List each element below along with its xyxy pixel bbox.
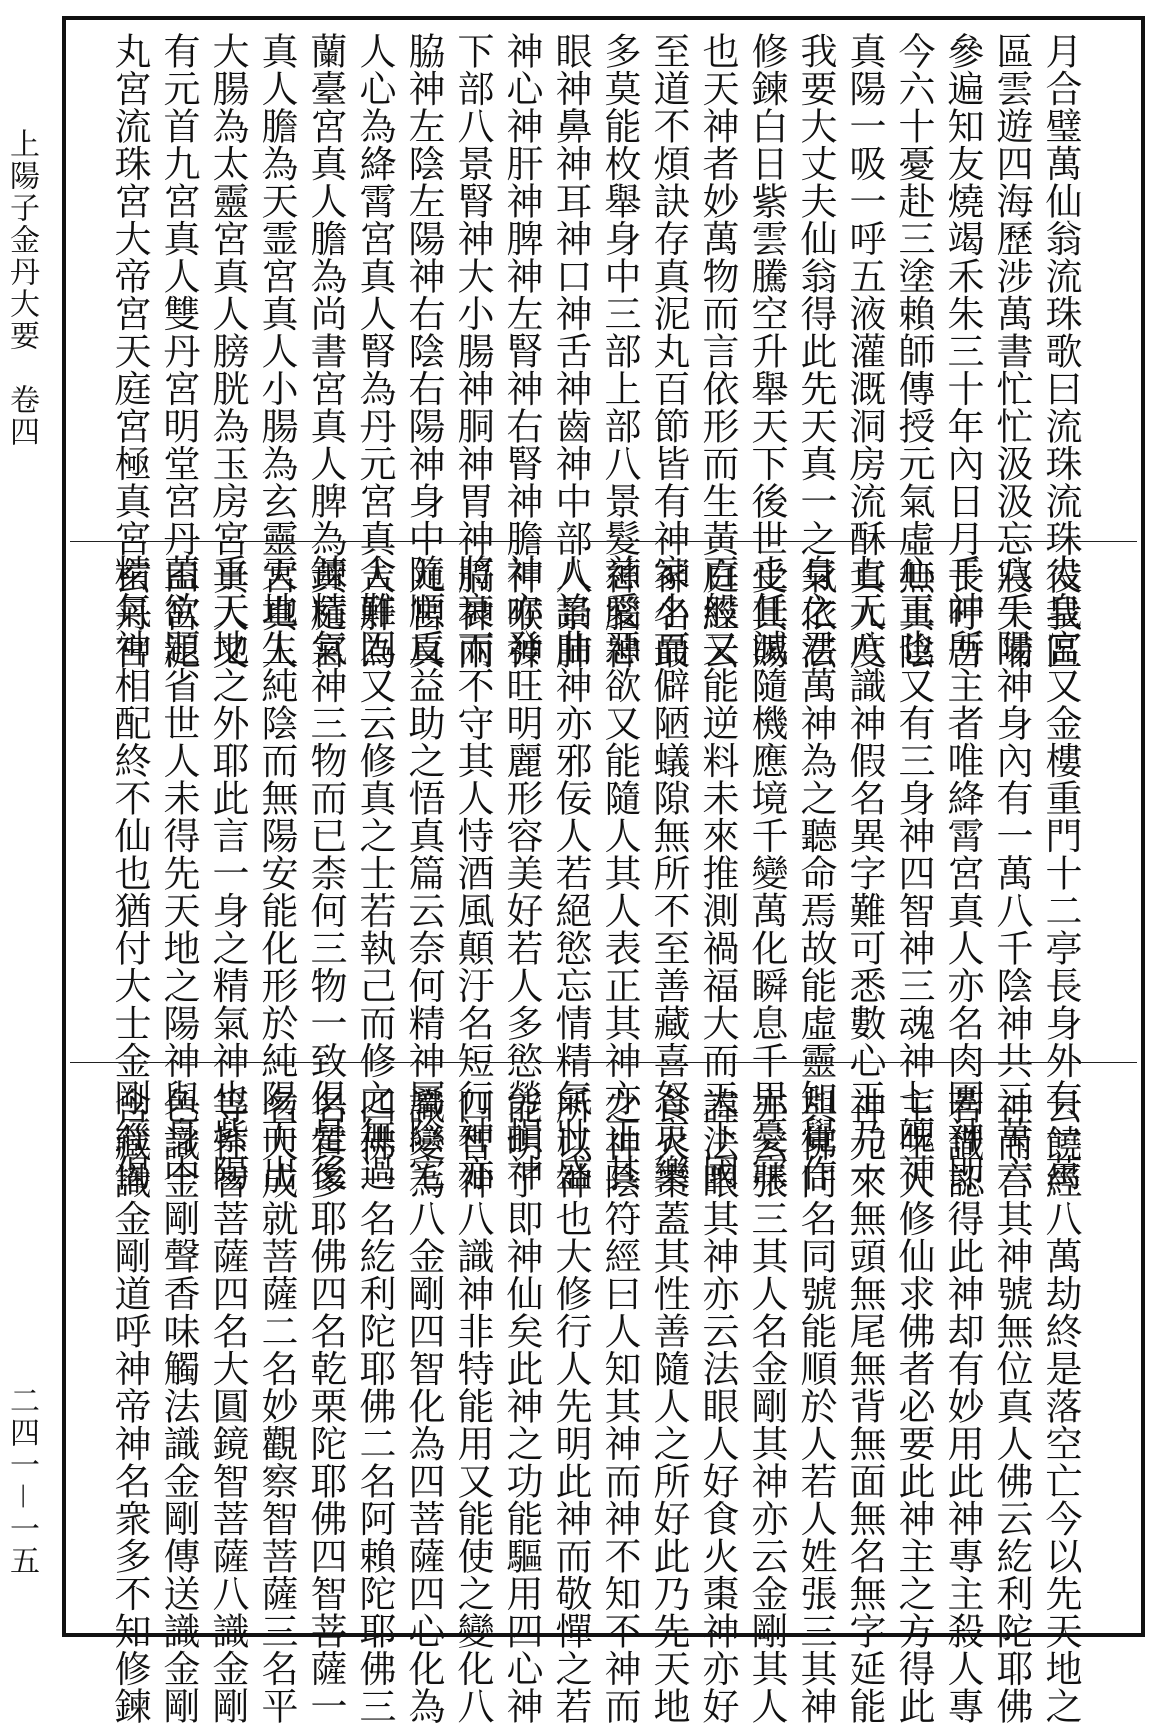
text-band-top xyxy=(70,20,1137,670)
text-column: 鍊精氣神三物而已柰何三物一致俱是後 xyxy=(304,554,347,1192)
margin-title: 上陽子金丹大要 卷四 xyxy=(4,128,39,448)
text-column: 參遍知友燒竭禾朱三十年內日月長吁吾 xyxy=(941,32,984,670)
text-band-middle xyxy=(70,541,1137,1192)
text-column: 我要大丈夫仙翁得此先天真一之氣依法 xyxy=(794,32,837,670)
text-column: 乎天地之外耶此言一身之精氣神也紫陽 xyxy=(206,554,249,1192)
text-column: 身之君萬神為之聽命焉故能虛靈知覺作 xyxy=(794,554,837,1192)
text-column: 諱法眼其神亦云法眼人好食火棗神亦好 xyxy=(696,1087,739,1725)
text-column: 太皇宮又金樓重門十二亭長身外有一萬 xyxy=(1039,554,1082,1192)
text-column: 云饒經八萬劫終是落空亡今以先天地之 xyxy=(1039,1087,1082,1725)
text-column: 止任滅隨機應境千變萬化瞬息千里憂寐 xyxy=(745,554,788,1192)
text-column: 有元首九宮真人雙丹宮明堂宮丹田宮泥 xyxy=(157,32,200,670)
text-column: 下部八景腎神大小腸神胴神胃神膈神兩 xyxy=(451,32,494,670)
text-column: 神亦發旺明麗形容美好若人多慾勞損神 xyxy=(500,554,543,1192)
text-column: 等性智菩薩四名大圓鏡智菩薩八識金剛 xyxy=(206,1087,249,1725)
text-column: 人諂曲神亦邪佞人若絕慾忘情精氣壯盛 xyxy=(549,554,592,1192)
text-column: 大腸為太靈宮真人膀胱為玉房宮真人又 xyxy=(206,32,249,670)
text-column: 家小而僻陋蟻隙無所不至善藏喜怒哀樂 xyxy=(647,554,690,1192)
text-column: 識變為八金剛四智化為四菩薩四心化為 xyxy=(402,1087,445,1725)
text-column: 精氣神相配終不仙也猶付大士金剛經偈 xyxy=(108,554,151,1192)
text-column: 神而言其神號無位真人佛云紇利陀耶佛 xyxy=(990,1087,1033,1725)
page-frame xyxy=(62,16,1145,1725)
text-column: 食火棗蓋其性善隨人之所好此乃先天地 xyxy=(647,1087,690,1725)
text-column: 七元八識神假名異字難可悉數心王乃一 xyxy=(843,554,886,1192)
text-column: 名質多耶佛四名乾栗陀耶佛四智菩薩一 xyxy=(304,1087,347,1725)
text-column: 神心神肝神脾神左腎神右腎神膽神喉神 xyxy=(500,32,543,670)
text-column: 若識認得此神却有妙用此神專主殺人專 xyxy=(941,1087,984,1725)
text-column: 蓋欲題省世人未得先天地之陽神與身中 xyxy=(157,554,200,1192)
text-column: 蘭臺宮真人膽為尚書宮真人脾為黃庭宮 xyxy=(304,32,347,670)
text-column: 將衰而不守其人恃酒風顛汙名短行神亦 xyxy=(451,554,494,1192)
text-column: 月合璧萬仙翁流珠歌曰流珠流珠役我區 xyxy=(1039,32,1082,670)
text-column: 今六十憂赴三塗賴師傳授元氣虛無真陰 xyxy=(892,32,935,670)
text-column: 區雲遊四海歷涉萬書忙忙汲汲忘寢失哺 xyxy=(990,32,1033,670)
text-column: 也天神者妙萬物而言依形而生黃庭經云 xyxy=(696,32,739,670)
text-column: 所以神也大修行人先明此神而敬憚之若 xyxy=(549,1087,592,1725)
text-column: 多莫能枚舉身中三部上部八景髮神腦神 xyxy=(598,32,641,670)
text-column: 丸宮流珠宮大帝宮天庭宮極真宮玄丹宮 xyxy=(108,32,151,670)
text-column: 千神所主者唯絳霄宮真人亦名肉團神即 xyxy=(941,554,984,1192)
text-column: 修鍊白日紫雲騰空升舉天下後世受其賜 xyxy=(745,32,788,670)
text-column: 慈愛惡欲又能隨人其人表正其神亦正其 xyxy=(598,554,641,1192)
text-column: 之神陰符經曰人知其神而神不知不神而 xyxy=(598,1087,641,1725)
text-column: 心王也又有三身神四智神三魂神七魄神 xyxy=(892,554,935,1192)
text-column: 八千陽神身內有一萬八千陰神共三萬六 xyxy=(990,554,1033,1192)
text-column: 神元來無頭無尾無背無面無名無字延能 xyxy=(843,1087,886,1725)
text-column: 亦云張三其人名金剛其神亦云金剛其人 xyxy=(745,1087,788,1725)
margin-page-number: 二四一－一五 xyxy=(4,1385,39,1577)
text-column: 四智神八識神非特能用又能使之變化八 xyxy=(451,1087,494,1725)
text-column: 含藏識金剛道呼神帝神名衆多不知修鍊 xyxy=(108,1087,151,1725)
text-column: 天地生純陰而無陽安能化形於純陽而出 xyxy=(255,554,298,1192)
text-column: 主生人修仙求佛者必要此神主之方得此 xyxy=(892,1087,935,1725)
text-column: 人心為絳霄宮真人腎為丹元宮真人肝為 xyxy=(353,32,396,670)
text-column: 能明了即神仙矣此神之功能驅用四心神 xyxy=(500,1087,543,1725)
text-column: 眼神鼻神耳神口神舌神齒神中部八景肺 xyxy=(549,32,592,670)
text-column: 四佛一名紇利陀耶佛二名阿賴陀耶佛三 xyxy=(353,1087,396,1725)
text-column: 真人膽為天霊宮真人小腸為玄靈宮真人 xyxy=(255,32,298,670)
text-column: 百般又能逆料未來推測禍福大而天下國 xyxy=(696,554,739,1192)
text-column: 名大成就菩薩二名妙觀察智菩薩三名平 xyxy=(255,1087,298,1725)
text-column: 色識金剛聲香味觸法識金剛傳送識金剛 xyxy=(157,1087,200,1725)
text-column: 至道不煩訣存真泥丸百節皆有神神名最 xyxy=(647,32,690,670)
text-column: 舍難固又云修真之士若執己而修之無過 xyxy=(353,554,396,1192)
text-column: 脇神左陰左陽神右陰右陽神身中九宮真 xyxy=(402,32,445,670)
text-band-bottom xyxy=(70,1062,1137,1725)
text-column: 隨順反益助之悟真篇云奈何精神屬陰宅 xyxy=(402,554,445,1192)
text-column: 真陽一吸一呼五液灌溉洞房流酥真人度 xyxy=(843,32,886,670)
text-column: 與佛同名同號能順於人若人姓張三其神 xyxy=(794,1087,837,1725)
